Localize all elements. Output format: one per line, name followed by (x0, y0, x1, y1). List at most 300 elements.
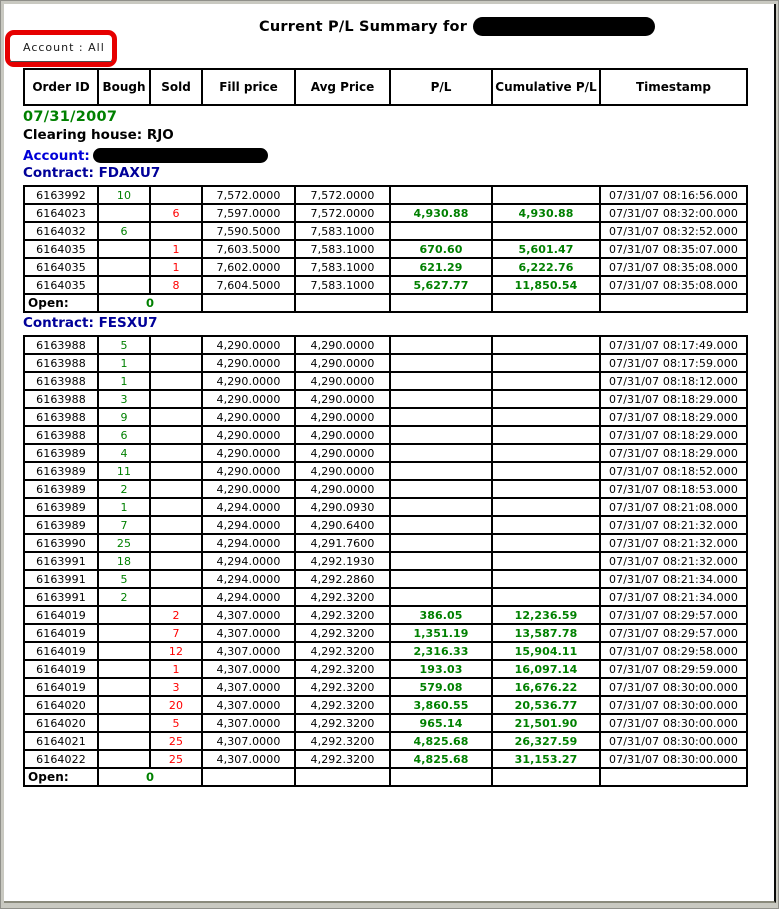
cell-avg-price: 4,290.6400 (295, 516, 390, 534)
cell-cumulative-pl (492, 534, 600, 552)
cell-cumulative-pl (492, 372, 600, 390)
account-filter-label: Account : All (10, 35, 112, 62)
open-row (24, 768, 747, 786)
cell-sold (150, 552, 202, 570)
cell-order-id: 6164023 (24, 204, 98, 222)
cell-fill-price: 7,604.5000 (202, 276, 295, 294)
cell-avg-price: 4,292.3200 (295, 660, 390, 678)
cell-avg-price: 4,290.0000 (295, 354, 390, 372)
cell-bought (98, 240, 150, 258)
table-row (24, 276, 747, 294)
cell-fill-price: 4,294.0000 (202, 534, 295, 552)
table-row (24, 390, 747, 408)
cell-sold: 20 (150, 696, 202, 714)
cell-order-id: 6163988 (24, 354, 98, 372)
cell-timestamp: 07/31/07 08:32:00.000 (600, 204, 747, 222)
cell-avg-price: 7,572.0000 (295, 204, 390, 222)
cell-pl (390, 426, 492, 444)
cell-pl: 4,825.68 (390, 732, 492, 750)
cell-cumulative-pl (492, 444, 600, 462)
cell-avg-price: 4,292.3200 (295, 642, 390, 660)
contract-label: Contract: FESXU7 (23, 315, 158, 331)
cell-bought (98, 750, 150, 768)
contract-sections (23, 165, 774, 787)
cell-bought: 25 (98, 534, 150, 552)
cell-fill-price: 4,290.0000 (202, 372, 295, 390)
col-header-cumulative-pl: Cumulative P/L (492, 69, 600, 105)
cell-sold (150, 462, 202, 480)
cell-pl (390, 372, 492, 390)
cell-timestamp: 07/31/07 08:17:49.000 (600, 336, 747, 354)
cell-pl: 2,316.33 (390, 642, 492, 660)
cell-order-id: 6163989 (24, 480, 98, 498)
cell-order-id: 6163988 (24, 372, 98, 390)
report-date: 07/31/2007 (23, 109, 118, 125)
cell-empty (202, 768, 295, 786)
cell-bought: 2 (98, 588, 150, 606)
cell-order-id: 6164020 (24, 714, 98, 732)
contract-label: Contract: FDAXU7 (23, 165, 161, 181)
cell-sold (150, 408, 202, 426)
cell-cumulative-pl (492, 570, 600, 588)
cell-bought: 2 (98, 480, 150, 498)
cell-empty (600, 294, 747, 312)
table-row (24, 444, 747, 462)
cell-cumulative-pl (492, 222, 600, 240)
cell-cumulative-pl (492, 498, 600, 516)
cell-sold (150, 480, 202, 498)
table-row (24, 204, 747, 222)
cell-pl (390, 408, 492, 426)
cell-avg-price: 7,583.1000 (295, 222, 390, 240)
cell-order-id: 6164035 (24, 276, 98, 294)
cell-pl: 5,627.77 (390, 276, 492, 294)
cell-avg-price: 4,290.0000 (295, 336, 390, 354)
col-header-fill-price: Fill price (202, 69, 295, 105)
cell-timestamp: 07/31/07 08:18:29.000 (600, 408, 747, 426)
account-label: Account: (23, 148, 90, 164)
cell-timestamp: 07/31/07 08:17:59.000 (600, 354, 747, 372)
cell-fill-price: 4,290.0000 (202, 444, 295, 462)
cell-timestamp: 07/31/07 08:21:32.000 (600, 552, 747, 570)
cell-bought: 10 (98, 186, 150, 204)
cell-sold (150, 570, 202, 588)
cell-timestamp: 07/31/07 08:35:08.000 (600, 258, 747, 276)
cell-avg-price: 4,292.3200 (295, 732, 390, 750)
cell-sold (150, 534, 202, 552)
cell-avg-price: 4,292.3200 (295, 588, 390, 606)
cell-order-id: 6164021 (24, 732, 98, 750)
cell-sold: 5 (150, 714, 202, 732)
cell-avg-price: 4,290.0000 (295, 462, 390, 480)
cell-timestamp: 07/31/07 08:18:29.000 (600, 426, 747, 444)
cell-empty (295, 768, 390, 786)
cell-cumulative-pl: 20,536.77 (492, 696, 600, 714)
cell-bought (98, 204, 150, 222)
cell-avg-price: 7,583.1000 (295, 276, 390, 294)
cell-timestamp: 07/31/07 08:29:57.000 (600, 606, 747, 624)
cell-timestamp: 07/31/07 08:35:07.000 (600, 240, 747, 258)
cell-timestamp: 07/31/07 08:18:12.000 (600, 372, 747, 390)
cell-pl (390, 390, 492, 408)
cell-empty (390, 294, 492, 312)
cell-bought: 1 (98, 354, 150, 372)
cell-timestamp: 07/31/07 08:21:32.000 (600, 516, 747, 534)
cell-sold: 2 (150, 606, 202, 624)
cell-timestamp: 07/31/07 08:35:08.000 (600, 276, 747, 294)
cell-pl (390, 444, 492, 462)
cell-avg-price: 4,292.3200 (295, 624, 390, 642)
cell-bought: 9 (98, 408, 150, 426)
open-label: Open: (24, 768, 98, 786)
cell-order-id: 6163990 (24, 534, 98, 552)
cell-pl (390, 516, 492, 534)
cell-bought (98, 660, 150, 678)
cell-fill-price: 4,290.0000 (202, 462, 295, 480)
cell-fill-price: 4,290.0000 (202, 390, 295, 408)
title-row (259, 16, 774, 38)
cell-avg-price: 4,292.3200 (295, 750, 390, 768)
open-label: Open: (24, 294, 98, 312)
cell-cumulative-pl (492, 480, 600, 498)
cell-fill-price: 4,294.0000 (202, 588, 295, 606)
cell-order-id: 6163991 (24, 570, 98, 588)
open-position-value: 0 (98, 294, 202, 312)
cell-fill-price: 4,307.0000 (202, 642, 295, 660)
cell-bought: 5 (98, 336, 150, 354)
cell-pl: 193.03 (390, 660, 492, 678)
cell-bought: 7 (98, 516, 150, 534)
cell-fill-price: 4,290.0000 (202, 480, 295, 498)
table-row (24, 336, 747, 354)
cell-sold (150, 588, 202, 606)
table-row (24, 714, 747, 732)
cell-cumulative-pl: 6,222.76 (492, 258, 600, 276)
cell-pl: 386.05 (390, 606, 492, 624)
table-row (24, 480, 747, 498)
table-row (24, 642, 747, 660)
cell-sold (150, 372, 202, 390)
cell-order-id: 6164019 (24, 606, 98, 624)
cell-bought (98, 624, 150, 642)
cell-sold (150, 498, 202, 516)
cell-cumulative-pl: 15,904.11 (492, 642, 600, 660)
cell-pl: 3,860.55 (390, 696, 492, 714)
cell-sold (150, 336, 202, 354)
cell-avg-price: 4,290.0000 (295, 426, 390, 444)
cell-fill-price: 4,290.0000 (202, 408, 295, 426)
cell-fill-price: 4,307.0000 (202, 696, 295, 714)
cell-sold: 8 (150, 276, 202, 294)
cell-avg-price: 4,291.7600 (295, 534, 390, 552)
cell-order-id: 6163991 (24, 588, 98, 606)
cell-pl (390, 186, 492, 204)
cell-order-id: 6164019 (24, 660, 98, 678)
header-row (24, 69, 747, 105)
cell-avg-price: 4,292.1930 (295, 552, 390, 570)
cell-pl (390, 498, 492, 516)
cell-bought (98, 276, 150, 294)
col-header-bought: Bough (98, 69, 150, 105)
cell-timestamp: 07/31/07 08:21:08.000 (600, 498, 747, 516)
col-header-order-id: Order ID (24, 69, 98, 105)
cell-fill-price: 7,597.0000 (202, 204, 295, 222)
cell-pl (390, 588, 492, 606)
cell-avg-price: 4,292.3200 (295, 678, 390, 696)
table-row (24, 570, 747, 588)
cell-pl (390, 354, 492, 372)
cell-bought (98, 732, 150, 750)
cell-order-id: 6164032 (24, 222, 98, 240)
cell-cumulative-pl (492, 408, 600, 426)
cell-order-id: 6163988 (24, 336, 98, 354)
cell-pl: 4,825.68 (390, 750, 492, 768)
col-header-sold: Sold (150, 69, 202, 105)
col-header-timestamp: Timestamp (600, 69, 747, 105)
cell-order-id: 6164020 (24, 696, 98, 714)
cell-empty (202, 294, 295, 312)
cell-bought (98, 696, 150, 714)
cell-fill-price: 4,294.0000 (202, 516, 295, 534)
cell-fill-price: 4,307.0000 (202, 714, 295, 732)
cell-fill-price: 7,590.5000 (202, 222, 295, 240)
cell-order-id: 6163989 (24, 516, 98, 534)
cell-pl: 621.29 (390, 258, 492, 276)
account-filter-highlight[interactable] (5, 30, 117, 67)
cell-order-id: 6164019 (24, 642, 98, 660)
cell-bought (98, 606, 150, 624)
cell-avg-price: 4,290.0000 (295, 372, 390, 390)
cell-timestamp: 07/31/07 08:30:00.000 (600, 714, 747, 732)
cell-avg-price: 4,292.3200 (295, 696, 390, 714)
cell-timestamp: 07/31/07 08:18:29.000 (600, 390, 747, 408)
cell-empty (600, 768, 747, 786)
cell-avg-price: 4,290.0000 (295, 480, 390, 498)
report-page (4, 4, 776, 903)
table-row (24, 186, 747, 204)
cell-pl (390, 480, 492, 498)
open-row (24, 294, 747, 312)
table-row (24, 258, 747, 276)
column-header-table (23, 68, 748, 106)
cell-cumulative-pl (492, 186, 600, 204)
cell-pl (390, 570, 492, 588)
cell-cumulative-pl: 11,850.54 (492, 276, 600, 294)
cell-pl (390, 336, 492, 354)
cell-pl: 4,930.88 (390, 204, 492, 222)
cell-pl (390, 534, 492, 552)
contract-table (23, 335, 748, 787)
table-row (24, 624, 747, 642)
table-row (24, 222, 747, 240)
cell-sold (150, 426, 202, 444)
cell-cumulative-pl: 12,236.59 (492, 606, 600, 624)
cell-bought: 11 (98, 462, 150, 480)
table-row (24, 426, 747, 444)
cell-pl: 1,351.19 (390, 624, 492, 642)
cell-avg-price: 4,292.3200 (295, 714, 390, 732)
cell-fill-price: 4,294.0000 (202, 498, 295, 516)
cell-avg-price: 7,583.1000 (295, 258, 390, 276)
cell-timestamp: 07/31/07 08:29:58.000 (600, 642, 747, 660)
cell-bought (98, 678, 150, 696)
cell-order-id: 6163988 (24, 408, 98, 426)
cell-cumulative-pl (492, 354, 600, 372)
cell-bought: 18 (98, 552, 150, 570)
cell-cumulative-pl: 5,601.47 (492, 240, 600, 258)
cell-sold: 3 (150, 678, 202, 696)
table-row (24, 732, 747, 750)
cell-timestamp: 07/31/07 08:18:53.000 (600, 480, 747, 498)
cell-timestamp: 07/31/07 08:21:34.000 (600, 588, 747, 606)
cell-fill-price: 4,294.0000 (202, 552, 295, 570)
table-row (24, 240, 747, 258)
cell-timestamp: 07/31/07 08:32:52.000 (600, 222, 747, 240)
cell-order-id: 6164022 (24, 750, 98, 768)
col-header-pl: P/L (390, 69, 492, 105)
cell-fill-price: 4,307.0000 (202, 750, 295, 768)
cell-cumulative-pl (492, 426, 600, 444)
cell-avg-price: 4,290.0000 (295, 408, 390, 426)
cell-empty (390, 768, 492, 786)
table-row (24, 408, 747, 426)
cell-cumulative-pl (492, 552, 600, 570)
cell-fill-price: 4,307.0000 (202, 624, 295, 642)
table-row (24, 372, 747, 390)
table-row (24, 354, 747, 372)
cell-sold: 1 (150, 258, 202, 276)
cell-cumulative-pl (492, 588, 600, 606)
col-header-avg-price: Avg Price (295, 69, 390, 105)
cell-bought: 6 (98, 222, 150, 240)
contract-table (23, 185, 748, 313)
cell-empty (492, 768, 600, 786)
cell-pl: 965.14 (390, 714, 492, 732)
cell-timestamp: 07/31/07 08:30:00.000 (600, 678, 747, 696)
cell-cumulative-pl (492, 516, 600, 534)
cell-order-id: 6163988 (24, 390, 98, 408)
table-row (24, 660, 747, 678)
cell-avg-price: 4,292.3200 (295, 606, 390, 624)
cell-sold (150, 354, 202, 372)
cell-timestamp: 07/31/07 08:29:59.000 (600, 660, 747, 678)
open-position-value: 0 (98, 768, 202, 786)
cell-bought: 6 (98, 426, 150, 444)
cell-bought: 3 (98, 390, 150, 408)
cell-fill-price: 4,290.0000 (202, 426, 295, 444)
cell-sold: 25 (150, 732, 202, 750)
table-row (24, 750, 747, 768)
cell-timestamp: 07/31/07 08:30:00.000 (600, 732, 747, 750)
table-row (24, 696, 747, 714)
cell-sold (150, 222, 202, 240)
cell-sold: 1 (150, 240, 202, 258)
cell-sold (150, 444, 202, 462)
cell-fill-price: 7,572.0000 (202, 186, 295, 204)
cell-fill-price: 4,290.0000 (202, 336, 295, 354)
cell-timestamp: 07/31/07 08:18:52.000 (600, 462, 747, 480)
cell-order-id: 6163989 (24, 444, 98, 462)
cell-cumulative-pl (492, 336, 600, 354)
cell-bought (98, 258, 150, 276)
cell-order-id: 6164019 (24, 678, 98, 696)
cell-order-id: 6164035 (24, 240, 98, 258)
cell-timestamp: 07/31/07 08:29:57.000 (600, 624, 747, 642)
cell-order-id: 6164019 (24, 624, 98, 642)
cell-pl (390, 462, 492, 480)
cell-fill-price: 4,307.0000 (202, 660, 295, 678)
table-row (24, 606, 747, 624)
cell-bought: 5 (98, 570, 150, 588)
table-row (24, 588, 747, 606)
cell-sold: 7 (150, 624, 202, 642)
cell-fill-price: 4,307.0000 (202, 732, 295, 750)
cell-bought (98, 642, 150, 660)
cell-bought (98, 714, 150, 732)
cell-avg-price: 4,292.2860 (295, 570, 390, 588)
cell-timestamp: 07/31/07 08:30:00.000 (600, 696, 747, 714)
cell-fill-price: 4,307.0000 (202, 678, 295, 696)
table-row (24, 462, 747, 480)
cell-bought: 4 (98, 444, 150, 462)
cell-timestamp: 07/31/07 08:21:34.000 (600, 570, 747, 588)
cell-pl (390, 552, 492, 570)
cell-avg-price: 7,572.0000 (295, 186, 390, 204)
cell-pl: 579.08 (390, 678, 492, 696)
cell-empty (492, 294, 600, 312)
cell-pl: 670.60 (390, 240, 492, 258)
cell-order-id: 6163988 (24, 426, 98, 444)
cell-avg-price: 4,290.0000 (295, 390, 390, 408)
cell-fill-price: 4,307.0000 (202, 606, 295, 624)
cell-fill-price: 7,602.0000 (202, 258, 295, 276)
cell-cumulative-pl: 21,501.90 (492, 714, 600, 732)
cell-sold (150, 186, 202, 204)
cell-sold: 1 (150, 660, 202, 678)
cell-timestamp: 07/31/07 08:16:56.000 (600, 186, 747, 204)
cell-pl (390, 222, 492, 240)
cell-avg-price: 7,583.1000 (295, 240, 390, 258)
table-row (24, 678, 747, 696)
cell-fill-price: 4,290.0000 (202, 354, 295, 372)
cell-cumulative-pl: 26,327.59 (492, 732, 600, 750)
table-row (24, 498, 747, 516)
cell-sold (150, 516, 202, 534)
cell-bought: 1 (98, 498, 150, 516)
cell-avg-price: 4,290.0930 (295, 498, 390, 516)
clearing-house: Clearing house: RJO (23, 127, 174, 143)
account-line (23, 145, 774, 163)
cell-fill-price: 4,294.0000 (202, 570, 295, 588)
cell-order-id: 6163992 (24, 186, 98, 204)
cell-order-id: 6164035 (24, 258, 98, 276)
cell-sold (150, 390, 202, 408)
cell-empty (295, 294, 390, 312)
table-row (24, 534, 747, 552)
cell-cumulative-pl (492, 390, 600, 408)
redacted-recipient-bar (473, 17, 655, 36)
cell-cumulative-pl: 4,930.88 (492, 204, 600, 222)
cell-cumulative-pl: 16,097.14 (492, 660, 600, 678)
cell-cumulative-pl (492, 462, 600, 480)
page-title: Current P/L Summary for (259, 19, 468, 35)
redacted-account-bar (93, 148, 268, 163)
cell-order-id: 6163989 (24, 498, 98, 516)
cell-cumulative-pl: 16,676.22 (492, 678, 600, 696)
cell-timestamp: 07/31/07 08:21:32.000 (600, 534, 747, 552)
cell-order-id: 6163989 (24, 462, 98, 480)
cell-fill-price: 7,603.5000 (202, 240, 295, 258)
